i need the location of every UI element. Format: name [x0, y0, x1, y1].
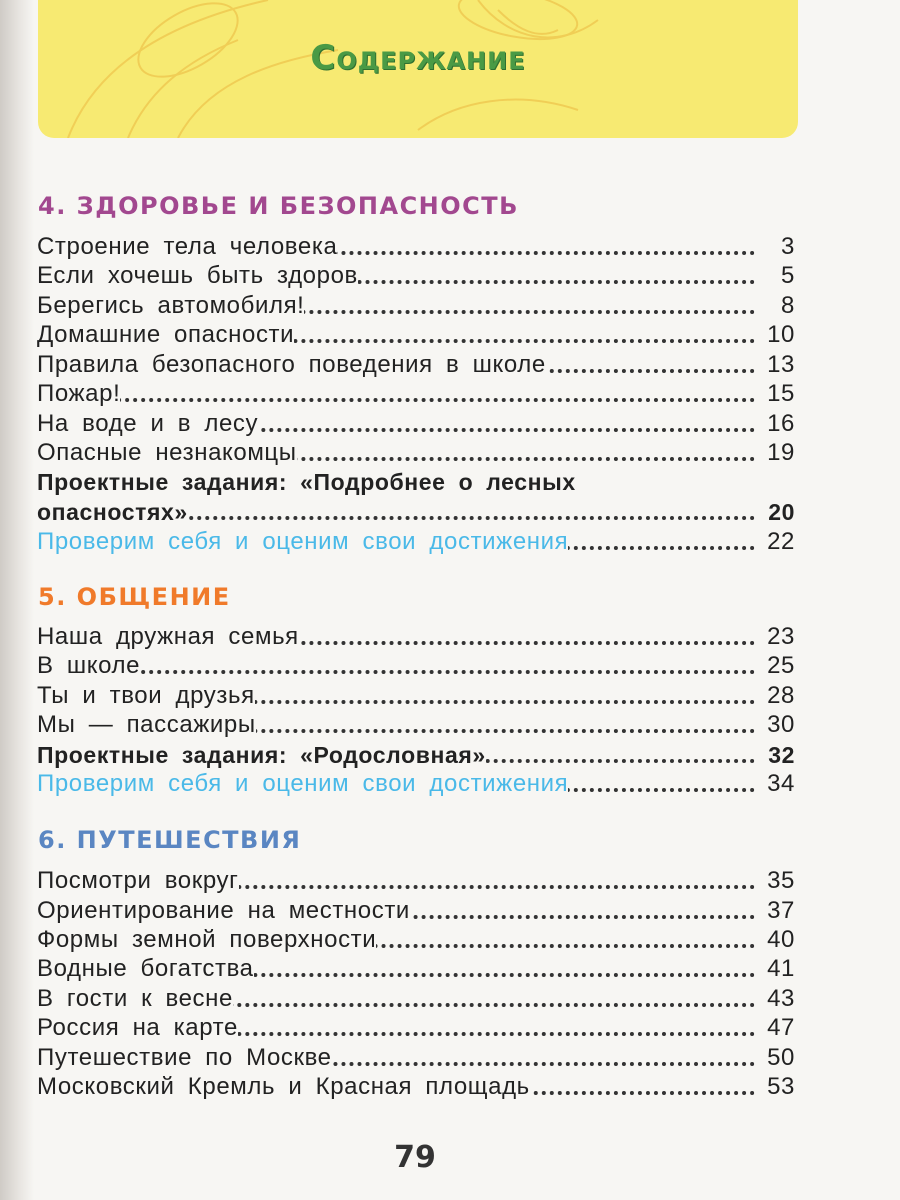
section-title-health: 4. ЗДОРОВЬЕ И БЕЗОПАСНОСТЬ	[38, 192, 519, 220]
toc-entry-project[interactable]: опасностях» 20	[37, 499, 795, 525]
page-ref: 34	[757, 769, 795, 799]
toc-entry[interactable]: Строение тела человека 3	[37, 233, 795, 260]
page-title: Содержание	[310, 38, 526, 78]
toc-entry-project[interactable]: Проектные задания: «Родословная» 32	[37, 742, 795, 768]
page-ref: 23	[757, 622, 795, 652]
page-ref: 37	[757, 896, 795, 926]
page-ref: 16	[757, 409, 795, 439]
toc-entry[interactable]: Россия на карте 47	[37, 1014, 795, 1041]
toc-entry[interactable]: В школе 25	[37, 652, 795, 679]
toc-entry[interactable]: Ориентирование на местности 37	[37, 897, 795, 924]
page-ref: 40	[757, 925, 795, 955]
page-ref: 8	[771, 291, 795, 321]
page-ref: 35	[757, 866, 795, 896]
toc-entry[interactable]: Формы земной поверхности 40	[37, 926, 795, 953]
toc-entry[interactable]: На воде и в лесу 16	[37, 410, 795, 437]
toc-entry[interactable]: Путешествие по Москве 50	[37, 1044, 795, 1071]
page-ref: 15	[757, 379, 795, 409]
page-ref: 3	[771, 232, 795, 262]
toc-entry[interactable]: Мы — пассажиры 30	[37, 711, 795, 738]
toc-entry[interactable]: Водные богатства 41	[37, 955, 795, 982]
page-gutter-shadow	[0, 0, 34, 1200]
toc-entry[interactable]: Опасные незнакомцы 19	[37, 439, 795, 466]
section-title-travel: 6. ПУТЕШЕСТВИЯ	[38, 826, 302, 854]
toc-entry-self-check[interactable]: Проверим себя и оценим свои достижения 34	[37, 770, 795, 797]
page-ref: 10	[757, 320, 795, 350]
page-ref: 20	[758, 497, 795, 527]
page-ref: 41	[757, 954, 795, 984]
toc-entry[interactable]: Московский Кремль и Красная площадь 53	[37, 1073, 795, 1100]
header-banner	[38, 0, 798, 138]
page-ref: 30	[757, 710, 795, 740]
page-ref: 22	[757, 527, 795, 557]
toc-entry-project-line1[interactable]: Проектные задания: «Подробнее о лесных	[37, 469, 576, 495]
toc-entry[interactable]: Пожар! 15	[37, 380, 795, 407]
page-ref: 28	[757, 681, 795, 711]
page-ref: 43	[757, 984, 795, 1014]
page-ref: 53	[757, 1072, 795, 1102]
page-ref: 13	[757, 350, 795, 380]
toc-entry[interactable]: Наша дружная семья 23	[37, 623, 795, 650]
page-ref: 5	[771, 261, 795, 291]
toc-entry[interactable]: Правила безопасного поведения в школе 13	[37, 351, 795, 378]
toc-entry[interactable]: Домашние опасности 10	[37, 321, 795, 348]
page-ref: 47	[757, 1013, 795, 1043]
toc-entry[interactable]: Ты и твои друзья 28	[37, 682, 795, 709]
toc-entry[interactable]: Берегись автомобиля! 8	[37, 292, 795, 319]
toc-entry[interactable]: В гости к весне 43	[37, 985, 795, 1012]
page-number: 79	[394, 1140, 436, 1175]
toc-entry-self-check[interactable]: Проверим себя и оценим свои достижения 22	[37, 528, 795, 555]
section-title-communication: 5. ОБЩЕНИЕ	[38, 583, 231, 611]
page-ref: 32	[758, 740, 795, 770]
toc-entry[interactable]: Если хочешь быть здоров 5	[37, 262, 795, 289]
page-ref: 50	[757, 1043, 795, 1073]
page-ref: 19	[757, 438, 795, 468]
page-ref: 25	[757, 651, 795, 681]
toc-entry[interactable]: Посмотри вокруг 35	[37, 867, 795, 894]
